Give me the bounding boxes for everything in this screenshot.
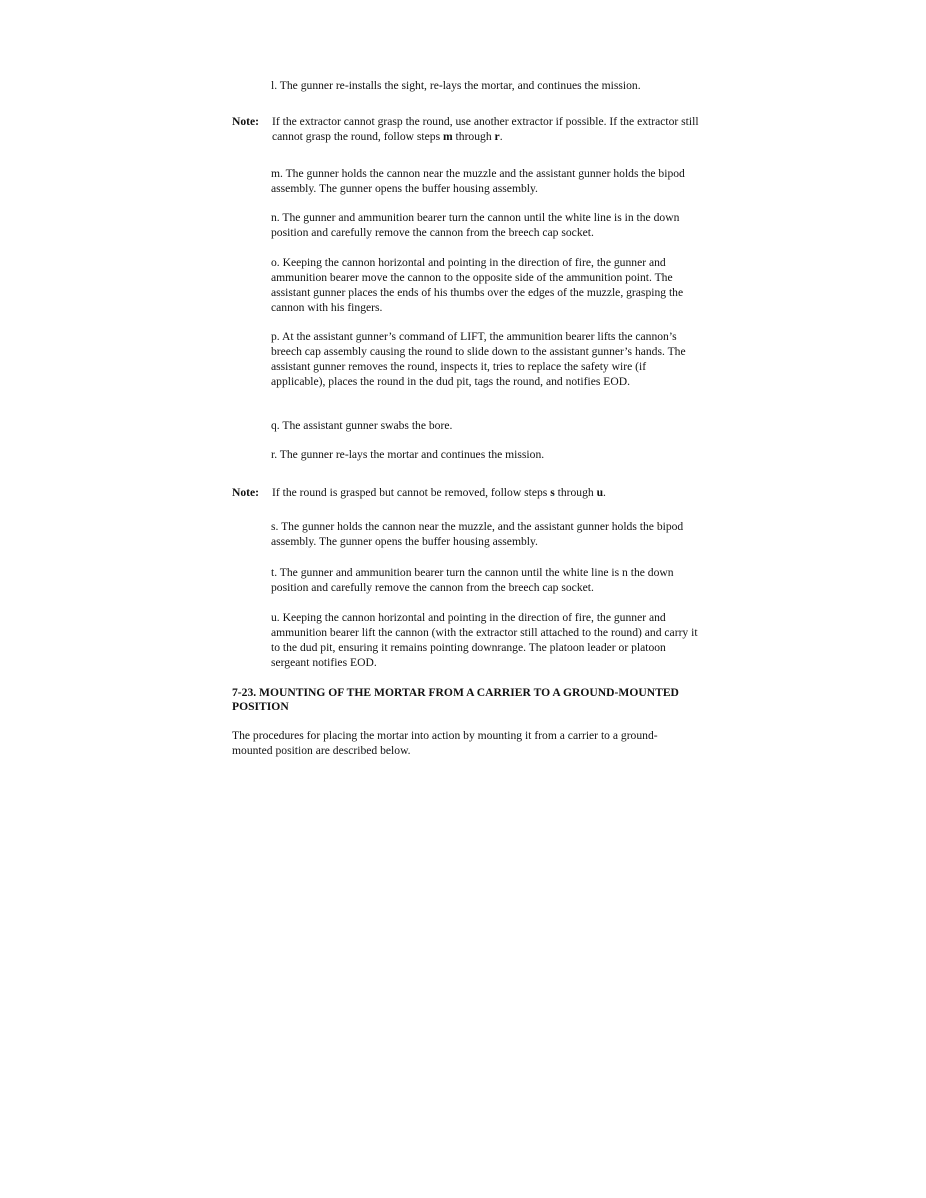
- note-step-end: r: [494, 130, 500, 143]
- note-text-end: .: [603, 486, 606, 499]
- step-p: p. At the assistant gunner’s command of LIFT, the ammunition bearer lifts the cannon’s breech cap assembly causing the round to slide down to the assistant gunner’s hands. The assistant gunner removes the round, inspects it, tries to replace the safety wire (if applicable), places the round in the dud pit, tags the round, and notifies EOD.: [271, 330, 686, 388]
- step-s: s. The gunner holds the cannon near the muzzle, and the assistant gunner holds the bipod assembly. The gunner opens the buffer housing assembly.: [271, 520, 684, 548]
- note-step-end: u: [596, 486, 604, 499]
- note-text-body: If the round is grasped but cannot be removed, follow steps: [272, 486, 551, 499]
- note-text: [272, 485, 702, 500]
- note-extractor: [232, 114, 702, 144]
- step-u: u. Keeping the cannon horizontal and pointing in the direction of fire, the gunner and ammunition bearer lift the cannon (with the extractor still attached to the round) and carry it to the dud pit, ensuring it remains pointing downrange. The platoon leader or platoon sergeant notifies EOD.: [271, 611, 698, 669]
- note-label: Note:: [232, 115, 260, 128]
- note-text-end: .: [499, 130, 503, 143]
- step-l: l. The gunner re-installs the sight, re-lays the mortar, and continues the mission.: [271, 79, 641, 92]
- note-text-through: through: [554, 486, 597, 499]
- note-grasped: [232, 485, 702, 500]
- note-step-start: s: [550, 486, 555, 499]
- step-t: t. The gunner and ammunition bearer turn the cannon until the white line is n the down position and carefully remove the cannon from the breech cap socket.: [271, 566, 674, 594]
- step-o: o. Keeping the cannon horizontal and pointing in the direction of fire, the gunner and ammunition bearer move the cannon to the opposite side of the ammunition point. The assistant gunner places the ends of his thumbs over the edges of the muzzle, grasping the cannon with his fingers.: [271, 256, 684, 314]
- note-text-body: If the extractor cannot grasp the round, use another extractor if possible. If the extractor still cannot grasp the round, follow steps: [272, 115, 699, 143]
- note-text-through: through: [452, 130, 495, 143]
- note-text: [272, 114, 702, 144]
- step-q: q. The assistant gunner swabs the bore.: [271, 419, 453, 432]
- step-n: n. The gunner and ammunition bearer turn the cannon until the white line is in the down position and carefully remove the cannon from the breech cap socket.: [271, 211, 680, 239]
- note-label: Note:: [232, 486, 260, 499]
- section-heading: 7-23. MOUNTING OF THE MORTAR FROM A CARRIER TO A GROUND-MOUNTED POSITION: [232, 686, 679, 713]
- note-step-start: m: [442, 130, 453, 143]
- section-intro: The procedures for placing the mortar into action by mounting it from a carrier to a ground-mounted position are described below.: [232, 729, 658, 757]
- step-m: m. The gunner holds the cannon near the muzzle and the assistant gunner holds the bipod assembly. The gunner opens the buffer housing assembly.: [271, 167, 685, 195]
- step-r: r. The gunner re-lays the mortar and continues the mission.: [271, 448, 545, 461]
